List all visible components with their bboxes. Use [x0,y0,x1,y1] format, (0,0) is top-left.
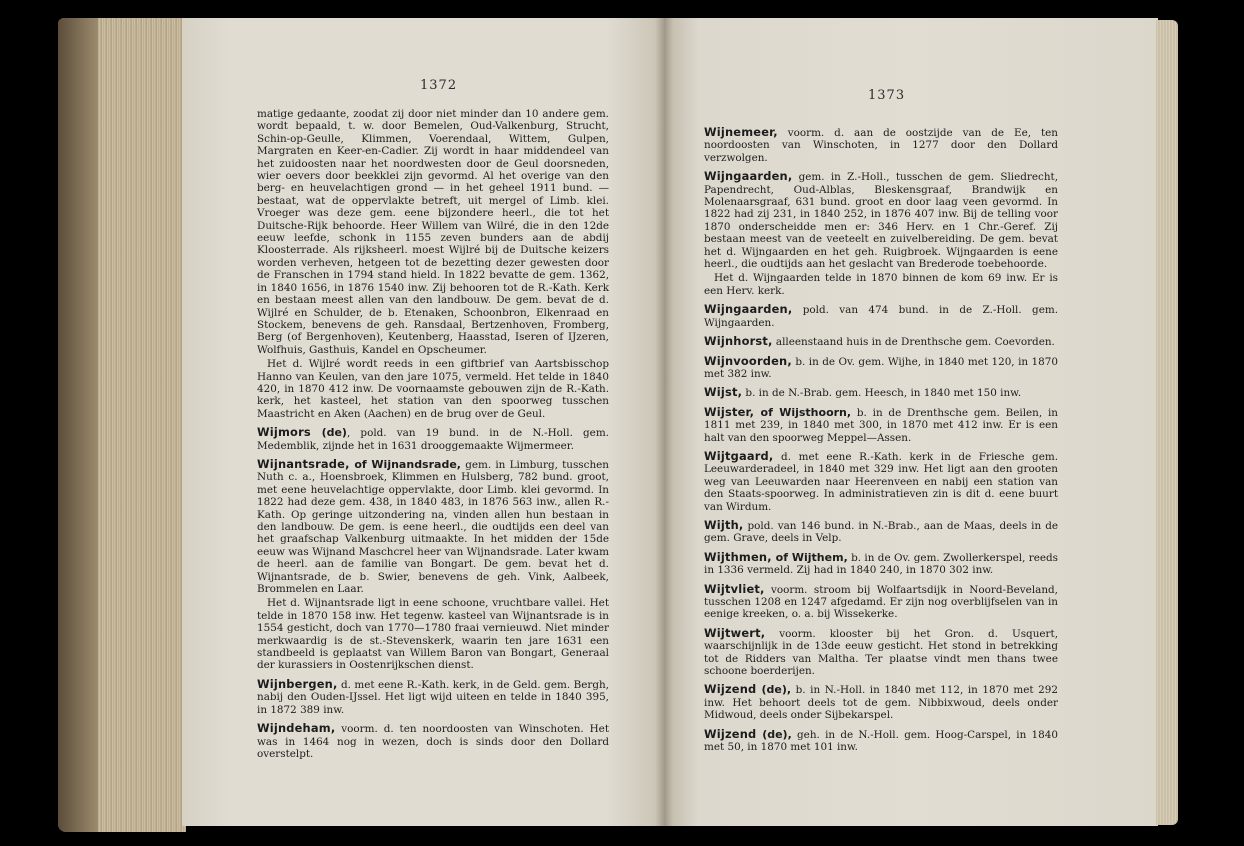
entry-headword: Wijtvliet, [704,581,765,596]
entry-headword: Wijngaarden, [704,169,793,184]
entry-headword: Wijnantsrade, [257,456,350,471]
book-gutter [655,18,673,826]
entry-text: pold. van 474 bund. in de Z.-Holl. gem. Wijngaarden. [704,304,1058,329]
entry-text: voorm. d. ten noordoosten van Winschoten. Het was in 1464 nog in wezen, doch is sinds door den Dollard overstelpt. [257,723,609,760]
entry-text: , pold. van 19 bund. in de N.-Holl. gem. Medemblik, zijnde het in 1631 drooggemaakte Wijmermeer. [257,427,609,452]
entry-text: d. met eene R.-Kath. kerk in de Friesche gem. Leeuwarderadeel, in 1840 met 329 inw. Het ligt aan den grooten weg van Leeuwarden naar Heerenveen en nabij een station van den Staats-spoorweg. In administratieven zin is dit d. eene buurt van Wirdum. [704,450,1058,513]
entry-paragraph: Het d. Wijnantsrade ligt in eene schoone, vruchtbare vallei. Het telde in 1870 158 inw. Het tegenw. kasteel van Wijnantsrade is in 1554 gesticht, doch van 1770—1780 fraai vernieuwd. Niet minder merkwaardig is de st.-Stevenskerk, waarin ten jare 1631 een standbeeld is geplaatst van Willem Baron van Bongart, Generaal der kurassiers in Oostenrijkschen dienst. [257,597,609,672]
entry-headword-suffix: (de), [756,683,792,697]
entry-headword: Wijtwert, [704,625,766,640]
left-column [257,108,609,766]
dictionary-entry [257,458,609,595]
dictionary-entry [704,406,1058,444]
entry-text: b. in de N.-Brab. gem. Heesch, in 1840 met 150 inw. [742,387,1022,400]
dictionary-entry [704,170,1058,270]
entry-headword-suffix: of Wijnandsrade, [349,457,461,471]
entry-headword: Wijster, [704,404,755,419]
dictionary-entry [257,426,609,452]
dictionary-entry [704,355,1058,381]
entry-text: voorm. d. aan de oostzijde van de Ee, ten noordoosten van Winschoten, in 1277 door den Dollard verzwolgen. [704,127,1058,164]
entry-headword: Wijnhorst, [704,334,773,349]
entry-text: b. in de Ov. gem. Wijhe, in 1840 met 120, in 1870 met 382 inw. [704,355,1058,380]
entry-headword: Wijzend [704,682,757,697]
dictionary-entry [704,627,1058,678]
entry-text: pold. van 146 bund. in N.-Brab., aan de Maas, deels in de gem. Grave, deels in Velp. [704,519,1058,545]
entry-headword: Wijnemeer, [704,125,778,139]
dictionary-entry [257,678,609,716]
entry-paragraph: Het d. Wijngaarden telde in 1870 binnen de kom 69 inw. Er is een Herv. kerk. [704,272,1058,297]
entry-paragraph: matige gedaante, zoodat zij door niet minder dan 10 andere gem. wordt bepaald, t. w. door Bemelen, Oud-Valkenburg, Strucht, Schin-op-Geulle, Klimmen, Voerendaal, Wittem, Gulpen, Margraten en Keer-en-Cadier. Zij wordt in haar middendeel van het zuidoosten naar het noordwesten door de Geul doorsneden, wier oevers door beekklei zijn gevormd. Al het overige van den berg- en heuvelachtigen grond — in het geheel 1911 bund. — bestaat, wat de oppervlakte betreft, uit mergel of Limb. klei. Vroeger was deze gem. eene bijzondere heerl., die tot het Duitsche-Rijk behoorde. Heer Willem van Wilré, die in den 12de eeuw leefde, schonk in 1155 zeven bunders aan de abdij Kloosterrade. Als rijksheerl. moest Wijlré bij de Duitsche keizers worden verheven, hetgeen tot de bezetting dezer gewesten door de Franschen in 1794 stand hield. In 1822 bevatte de gem. 1362, in 1840 1656, in 1876 1540 inw. Zij behooren tot de R.-Kath. Kerk en bestaan meest allen van den landbouw. De gem. bevat de d. Wijlré en Schulder, de b. Etenaken, Schoonbron, Elkenraad en Stockem, benevens de geh. Ransdaal, Bertzenhoven, Fromberg, Berg (of Bergenhoven), Keutenberg, Haasstad, Iseren of IJzeren, Wolfhuis, Gasthuis, Kandel en Opscheumer. [257,108,609,356]
dictionary-entry [704,303,1058,329]
dictionary-entry [704,335,1058,348]
entry-text: b. in de Drenthsche gem. Beilen, in 1811 met 239, in 1840 met 300, in 1870 met 412 inw. Er is een halt van den spoorweg Meppel—Assen. [704,406,1058,444]
entry-headword: Wijst, [704,385,743,400]
entry-headword: Wijnvoorden, [704,353,792,368]
book-page-edges-right [1156,20,1178,825]
entry-headword: Wijndeham, [257,721,336,736]
entry-headword: Wijthmen, [704,549,772,564]
page-number-right: 1373 [868,88,906,103]
entry-headword-suffix: of Wijsthoorn, [754,405,852,419]
entry-headword: Wijtgaard, [704,448,774,463]
dictionary-entry [704,519,1058,545]
entry-text: gem. in Limburg, tusschen Nuth c. a., Hoensbroek, Klimmen en Hulsberg, 782 bund. groot, met eene heuvelachtige oppervlakte, door Limb. klei gevormd. In 1822 had deze gem. 438, in 1840 483, in 1876 563 inw., allen R.-Kath. Op geringe uitzondering na, vinden allen hun bestaan in den landbouw. De gem. is eene heerl., die oudtijds een deel van het graafschap Valkenburg uitmaakte. In het midden der 15de eeuw was Wijnand Maschcrel heer van Wijnandsrade. Later kwam de heerl. aan de familie van Bongart. De gem. bevat het d. Wijnantsrade, de b. Swier, benevens de geh. Vink, Aalbeek, Brommelen en Laar. [257,458,609,596]
dictionary-entry [704,551,1058,577]
dictionary-entry [704,386,1058,399]
entry-headword: Wijzend [704,726,757,741]
entry-text: voorm. klooster bij het Gron. d. Usquert, waarschijnlijk in de 13de eeuw gesticht. Het stond in betrekking tot de Ridders van Maltha. Ter plaatse vindt men thans twee schoone boerderijen. [704,627,1058,678]
entry-text: gem. in Z.-Holl., tusschen de gem. Sliedrecht, Papendrecht, Oud-Alblas, Bleskensgraaf, Brandwijk en Molenaarsgraaf, 631 bund. groot en door laag veen gevormd. In 1822 had zij 231, in 1840 252, in 1876 407 inw. Bij de telling voor 1870 onderscheidde men er: 346 Herv. en 1 Chr.-Geref. Zij bestaan meest van de veeteelt en zuivelbereiding. De gem. bevat het d. Wijngaarden en het geh. Ruigbroek. Wijngaarden is eene heerl., die oudtijds aan het geslacht van Brederode toebehoorde. [704,171,1058,271]
entry-headword-suffix: (de) [310,426,347,440]
page-number-left: 1372 [420,78,458,93]
book-cover-shadow [58,18,98,832]
entry-headword: Wijngaarden, [704,302,793,317]
entry-text: alleenstaand huis in de Drenthsche gem. Coevorden. [772,336,1055,349]
entry-text: b. in N.-Holl. in 1840 met 112, in 1870 met 292 inw. Het behoort deels tot de gem. Nibbixwoud, deels onder Midwoud, deels onder Sijbekarspel. [704,684,1058,722]
entry-text: voorm. stroom bij Wolfaartsdijk in Noord-Beveland, tusschen 1208 en 1247 afgedamd. Er zijn nog overblijfselen van in eenige kreeken, o. a. bij Wissekerke. [704,583,1058,621]
dictionary-entry [704,728,1058,754]
entry-headword: Wijth, [704,517,744,532]
dictionary-entry [704,683,1058,721]
entry-headword-suffix: of Wijthem, [771,550,848,564]
dictionary-entry [704,126,1058,164]
right-column [704,126,1058,759]
entry-headword: Wijmors [257,425,311,440]
dictionary-entry [257,722,609,760]
entry-headword: Wijnbergen, [257,676,338,691]
entry-headword-suffix: (de), [756,727,792,741]
entry-paragraph: Het d. Wijlré wordt reeds in een giftbrief van Aartsbisschop Hanno van Keulen, van den jare 1075, vermeld. Het telde in 1840 420, in 1870 412 inw. De voornaamste gebouwen zijn de R.-Kath. kerk, het kasteel, het station van den spoorweg tusschen Maastricht en Aken (Aachen) en de brug over de Geul. [257,358,609,420]
entry-text: geh. in de N.-Holl. gem. Hoog-Carspel, in 1840 met 50, in 1870 met 101 inw. [704,728,1058,754]
entry-text: b. in de Ov. gem. Zwollerkerspel, reeds in 1336 vermeld. Zij had in 1840 240, in 1870 302 inw. [704,551,1058,577]
dictionary-entry [704,583,1058,621]
entry-text: d. met eene R.-Kath. kerk, in de Geld. gem. Bergh, nabij den Ouden-IJssel. Het ligt wijd uiteen en telde in 1840 395, in 1872 389 inw. [257,678,609,716]
dictionary-entry [704,450,1058,513]
